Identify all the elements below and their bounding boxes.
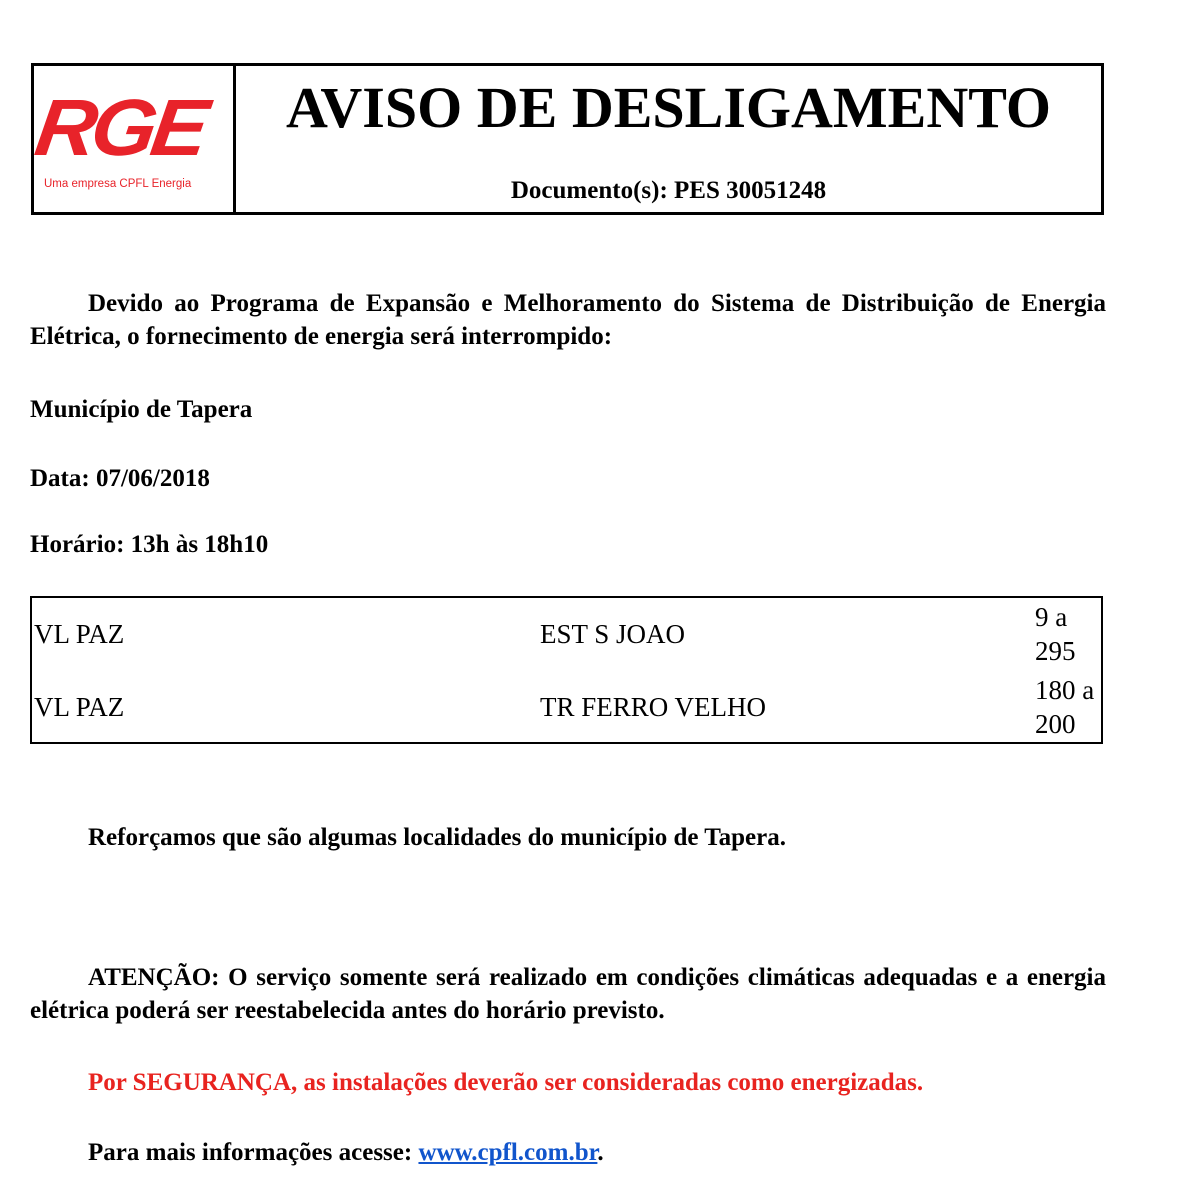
info-suffix: . (597, 1139, 604, 1166)
street-cell: EST S JOAO (540, 619, 686, 649)
table-row (32, 671, 1101, 744)
municipality-label: Município de Tapera (30, 396, 253, 423)
logo-subtitle: Uma empresa CPFL Energia (44, 178, 192, 190)
rge-logo: RGE (30, 83, 209, 172)
bairro-cell: VL PAZ (34, 619, 125, 649)
info-line (30, 1136, 1106, 1169)
attention-paragraph: ATENÇÃO: O serviço somente será realizado em condições climáticas adequadas e a energia elétrica poderá ser reestabelecida antes do horário previsto. (30, 964, 1106, 1024)
time-label: Horário: 13h às 18h10 (30, 531, 269, 558)
numbers-cell: 9 a 295 (1035, 602, 1076, 666)
date-label: Data: 07/06/2018 (30, 465, 210, 492)
document-reference: Documento(s): PES 30051248 (510, 177, 827, 204)
safety-warning: Por SEGURANÇA, as instalações deverão ser consideradas como energizadas. (88, 1069, 924, 1096)
street-cell: TR FERRO VELHO (540, 692, 767, 722)
locations-table (30, 596, 1103, 744)
info-prefix: Para mais informações acesse: (88, 1139, 419, 1166)
logo-cell (30, 66, 236, 212)
intro-paragraph: Devido ao Programa de Expansão e Melhoramento do Sistema de Distribuição de Energia Elétrica, o fornecimento de energia será interrompido: (30, 290, 1106, 350)
header-box (31, 63, 1104, 215)
reinforcement-note: Reforçamos que são algumas localidades do município de Tapera. (88, 824, 786, 851)
page-title: AVISO DE DESLIGAMENTO (286, 75, 1051, 140)
cpfl-website-link[interactable]: www.cpfl.com.br (418, 1139, 598, 1166)
bairro-cell: VL PAZ (34, 692, 125, 722)
numbers-cell: 180 a 200 (1035, 675, 1095, 739)
table-row (32, 598, 1101, 671)
